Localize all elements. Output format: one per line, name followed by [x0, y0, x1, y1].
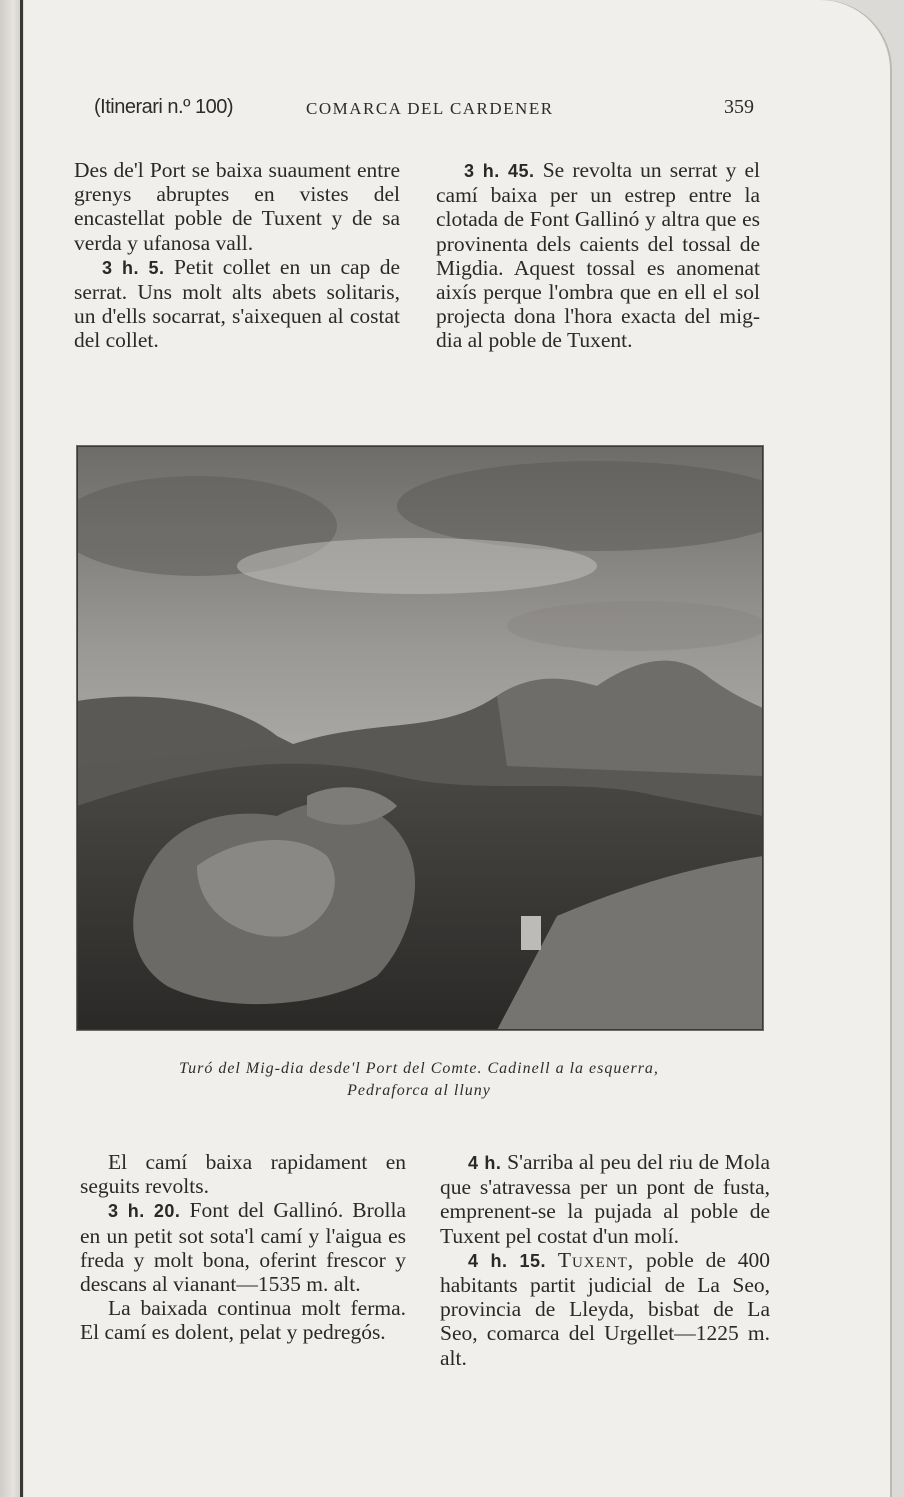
paragraph-text: Se revolta un serrat y el camí baixa per un estrep entre la clotada de Font Gallinó y altra que es provinenta dels caients del tossal de Migdia. Aquest tossal es anomenat aixís perque l'ombra que en ell el sol projecta dona l'hora exacta del mig-dia al poble de Tuxent.	[436, 158, 761, 353]
column-bottom-left	[80, 1150, 406, 1345]
paragraph-text: El camí baixa rapidament en seguits revolts.	[80, 1150, 406, 1199]
paragraph-text: La baixada continua molt ferma. El camí es dolent, pelat y pedregós.	[80, 1296, 406, 1345]
page-number: 359	[724, 96, 754, 118]
landscape-photo	[76, 445, 764, 1031]
mountain-photograph	[77, 446, 763, 1030]
paragraph-text: S'arriba al peu del riu de Mola que s'atravessa per un pont de fusta, emprenent-se la pujada al poble de Tuxent pel costat d'un molí.	[440, 1150, 771, 1248]
column-top-left	[74, 158, 400, 353]
paragraph-text: Font del Gallinó. Brolla en un petit sot sota'l camí y l'aigua es freda y molt bona, oferint frescor y descans al vianant—1535 m. alt.	[80, 1198, 407, 1297]
caption-line: Pedraforca al lluny	[347, 1082, 491, 1099]
paragraph	[440, 1248, 770, 1370]
column-bottom-right	[440, 1150, 770, 1370]
paragraph	[440, 1150, 770, 1248]
time-marker: 4 h.	[468, 1153, 502, 1173]
caption-line: Turó del Mig-dia desde'l Port del Comte. Cadinell a la esquerra,	[179, 1060, 659, 1077]
time-marker: 3 h. 20.	[108, 1201, 181, 1222]
book-gutter	[0, 0, 22, 1497]
paragraph	[74, 255, 400, 353]
paragraph-text: Des de'l Port se baixa suaument entre grenys abruptes en vistes del encastellat poble de Tuxent y de sa verda y ufanosa vall.	[74, 158, 400, 255]
column-top-right	[436, 158, 760, 353]
paragraph	[74, 158, 400, 255]
time-marker: 3 h. 5.	[102, 257, 165, 278]
place-name: Tuxent,	[557, 1247, 635, 1272]
figure-caption	[76, 1058, 762, 1102]
running-head	[94, 96, 754, 126]
paragraph-text: poble de 400 habitants partit judicial de La Seo, provincia de Lleyda, bisbat de La Seo, comarca del Urgellet—1225 m. alt.	[440, 1247, 770, 1370]
itinerary-reference: (Itinerari n.º 100)	[94, 96, 233, 118]
paragraph-text: Petit collet en un cap de serrat. Uns molt alts abets solitaris, un d'ells socarrat, s'aixequen al costat del collet.	[74, 254, 400, 353]
gutter-line	[20, 0, 23, 1497]
time-marker: 4 h. 15.	[468, 1250, 546, 1271]
paragraph	[436, 158, 760, 353]
paragraph	[80, 1150, 406, 1198]
paragraph	[80, 1296, 406, 1344]
time-marker: 3 h. 45.	[464, 161, 535, 181]
book-page	[24, 0, 890, 1497]
section-title: COMARCA DEL CARDENER	[306, 99, 554, 118]
paragraph	[80, 1198, 406, 1296]
